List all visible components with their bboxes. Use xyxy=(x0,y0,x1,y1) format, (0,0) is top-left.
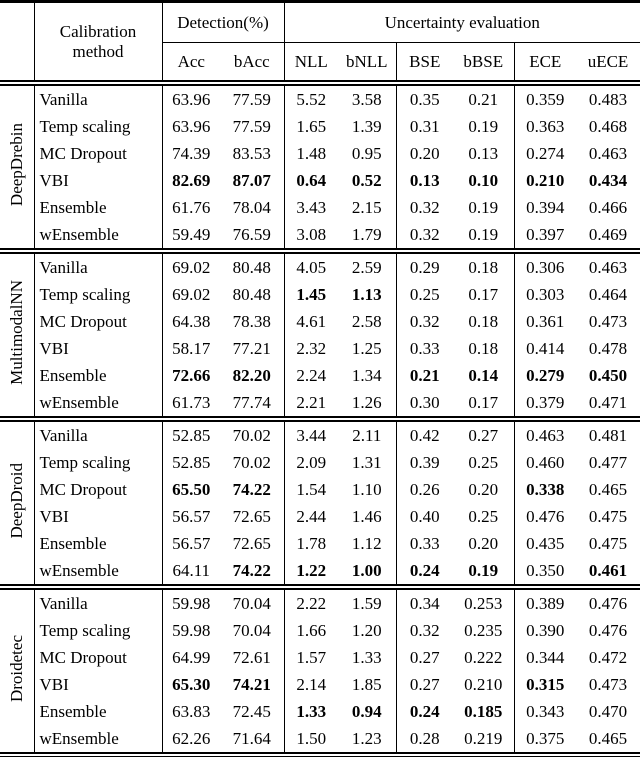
value-cell: 0.29 xyxy=(409,257,440,277)
value-cell: 0.17 xyxy=(453,281,514,308)
value-cell: 1.00 xyxy=(338,557,396,587)
value-cell: 3.58 xyxy=(338,83,396,113)
value-cell: 0.303 xyxy=(526,284,565,304)
col-header-uece: uECE xyxy=(587,51,629,71)
value-cell: 0.473 xyxy=(588,311,628,331)
col-header-ece: ECE xyxy=(529,51,562,71)
group-label xyxy=(0,587,34,755)
value-cell: 0.253 xyxy=(453,587,514,617)
value-cell: 0.476 xyxy=(588,620,628,640)
col-group-header-detection: Detection(%) xyxy=(162,2,284,43)
value-cell: 0.26 xyxy=(409,479,440,499)
value-cell: 1.54 xyxy=(296,479,327,499)
method-cell: MC Dropout xyxy=(34,476,162,503)
value-cell: 70.02 xyxy=(220,449,284,476)
value-cell: 1.20 xyxy=(338,617,396,644)
value-cell: 0.94 xyxy=(338,698,396,725)
value-cell: 1.85 xyxy=(338,671,396,698)
value-cell: 65.50 xyxy=(172,479,211,499)
value-cell: 0.14 xyxy=(453,362,514,389)
value-cell: 58.17 xyxy=(172,338,211,358)
value-cell: 0.25 xyxy=(409,284,440,304)
method-cell: Ensemble xyxy=(34,194,162,221)
value-cell: 0.19 xyxy=(453,113,514,140)
value-cell: 59.98 xyxy=(172,593,211,613)
method-cell: Vanilla xyxy=(34,83,162,113)
model-group-droidetec xyxy=(0,587,640,755)
value-cell: 72.45 xyxy=(220,698,284,725)
value-cell: 0.95 xyxy=(338,140,396,167)
table-row xyxy=(0,113,640,140)
value-cell: 0.476 xyxy=(588,593,628,613)
value-cell: 61.73 xyxy=(172,392,211,412)
method-cell: Vanilla xyxy=(34,251,162,281)
value-cell: 0.33 xyxy=(409,338,440,358)
value-cell: 0.470 xyxy=(588,701,628,721)
value-cell: 56.57 xyxy=(172,533,211,553)
value-cell: 64.99 xyxy=(172,647,211,667)
col-header-bnll: bNLL xyxy=(338,43,396,84)
value-cell: 0.315 xyxy=(526,674,565,694)
value-cell: 1.34 xyxy=(338,362,396,389)
value-cell: 1.33 xyxy=(296,701,327,721)
value-cell: 0.338 xyxy=(526,479,565,499)
value-cell: 74.22 xyxy=(220,557,284,587)
value-cell: 2.58 xyxy=(338,308,396,335)
value-cell: 3.08 xyxy=(296,224,327,244)
table-row xyxy=(0,83,640,113)
value-cell: 2.44 xyxy=(296,506,327,526)
value-cell: 1.26 xyxy=(338,389,396,419)
value-cell: 0.483 xyxy=(588,89,628,109)
value-cell: 83.53 xyxy=(220,140,284,167)
value-cell: 0.28 xyxy=(409,728,440,748)
value-cell: 0.463 xyxy=(526,425,565,445)
table-row xyxy=(0,503,640,530)
col-header-bacc: bAcc xyxy=(220,43,284,84)
value-cell: 0.18 xyxy=(453,335,514,362)
value-cell: 2.14 xyxy=(296,674,327,694)
table-row xyxy=(0,251,640,281)
value-cell: 3.43 xyxy=(296,197,327,217)
group-label-text: DeepDroid xyxy=(6,462,26,539)
value-cell: 1.33 xyxy=(338,644,396,671)
value-cell: 0.343 xyxy=(526,701,565,721)
table-row xyxy=(0,617,640,644)
value-cell: 0.460 xyxy=(526,452,565,472)
value-cell: 0.25 xyxy=(453,503,514,530)
value-cell: 0.379 xyxy=(526,392,565,412)
value-cell: 2.21 xyxy=(296,392,327,412)
table-row xyxy=(0,644,640,671)
value-cell: 69.02 xyxy=(172,284,211,304)
method-cell: Vanilla xyxy=(34,587,162,617)
value-cell: 0.463 xyxy=(588,143,628,163)
value-cell: 0.274 xyxy=(526,143,565,163)
method-cell: wEnsemble xyxy=(34,557,162,587)
value-cell: 77.74 xyxy=(220,389,284,419)
value-cell: 0.463 xyxy=(588,257,628,277)
model-group-multimodalnn xyxy=(0,251,640,419)
value-cell: 1.45 xyxy=(296,284,327,304)
value-cell: 1.10 xyxy=(338,476,396,503)
value-cell: 1.25 xyxy=(338,335,396,362)
value-cell: 1.23 xyxy=(338,725,396,755)
table-row xyxy=(0,725,640,755)
col-group-header-uncertainty: Uncertainty evaluation xyxy=(284,2,640,43)
value-cell: 56.57 xyxy=(172,506,211,526)
value-cell: 76.59 xyxy=(220,221,284,251)
value-cell: 3.44 xyxy=(296,425,327,445)
value-cell: 63.83 xyxy=(172,701,211,721)
value-cell: 0.35 xyxy=(409,89,440,109)
value-cell: 63.96 xyxy=(172,89,211,109)
value-cell: 0.434 xyxy=(588,170,628,190)
value-cell: 0.389 xyxy=(526,593,565,613)
value-cell: 64.11 xyxy=(172,560,211,580)
value-cell: 87.07 xyxy=(220,167,284,194)
value-cell: 78.04 xyxy=(220,194,284,221)
value-cell: 80.48 xyxy=(220,281,284,308)
value-cell: 0.32 xyxy=(409,620,440,640)
table-row xyxy=(0,449,640,476)
value-cell: 77.21 xyxy=(220,335,284,362)
value-cell: 0.361 xyxy=(526,311,565,331)
table-header xyxy=(0,2,640,84)
value-cell: 72.65 xyxy=(220,503,284,530)
value-cell: 78.38 xyxy=(220,308,284,335)
value-cell: 2.22 xyxy=(296,593,327,613)
value-cell: 0.359 xyxy=(526,89,565,109)
value-cell: 0.476 xyxy=(526,506,565,526)
value-cell: 1.79 xyxy=(338,221,396,251)
value-cell: 0.21 xyxy=(453,83,514,113)
value-cell: 82.69 xyxy=(172,170,211,190)
value-cell: 0.472 xyxy=(588,647,628,667)
value-cell: 0.20 xyxy=(453,530,514,557)
value-cell: 74.22 xyxy=(220,476,284,503)
value-cell: 0.18 xyxy=(453,251,514,281)
method-cell: VBI xyxy=(34,503,162,530)
method-cell: Temp scaling xyxy=(34,281,162,308)
value-cell: 0.34 xyxy=(409,593,440,613)
value-cell: 0.363 xyxy=(526,116,565,136)
value-cell: 0.375 xyxy=(526,728,565,748)
value-cell: 0.52 xyxy=(338,167,396,194)
value-cell: 82.20 xyxy=(220,362,284,389)
col-header-nll: NLL xyxy=(294,51,328,71)
value-cell: 4.61 xyxy=(296,311,327,331)
table-row xyxy=(0,419,640,449)
group-label xyxy=(0,83,34,251)
value-cell: 1.66 xyxy=(296,620,327,640)
value-cell: 1.65 xyxy=(296,116,327,136)
method-cell: wEnsemble xyxy=(34,221,162,251)
value-cell: 70.04 xyxy=(220,617,284,644)
value-cell: 63.96 xyxy=(172,116,211,136)
value-cell: 2.11 xyxy=(338,419,396,449)
table-row xyxy=(0,362,640,389)
value-cell: 0.210 xyxy=(453,671,514,698)
col-header-calibration-method: Calibration method xyxy=(34,2,162,84)
value-cell: 0.27 xyxy=(409,647,440,667)
value-cell: 0.13 xyxy=(453,140,514,167)
value-cell: 71.64 xyxy=(220,725,284,755)
method-cell: VBI xyxy=(34,671,162,698)
value-cell: 77.59 xyxy=(220,113,284,140)
value-cell: 0.20 xyxy=(453,476,514,503)
value-cell: 0.475 xyxy=(588,533,628,553)
table-row xyxy=(0,194,640,221)
value-cell: 59.49 xyxy=(172,224,211,244)
value-cell: 2.15 xyxy=(338,194,396,221)
value-cell: 1.78 xyxy=(296,533,327,553)
value-cell: 0.390 xyxy=(526,620,565,640)
value-cell: 69.02 xyxy=(172,257,211,277)
value-cell: 2.32 xyxy=(296,338,327,358)
value-cell: 0.414 xyxy=(526,338,565,358)
value-cell: 0.19 xyxy=(453,557,514,587)
value-cell: 0.475 xyxy=(588,506,628,526)
table-row xyxy=(0,140,640,167)
value-cell: 1.12 xyxy=(338,530,396,557)
method-cell: Temp scaling xyxy=(34,449,162,476)
value-cell: 0.21 xyxy=(409,365,440,385)
value-cell: 0.19 xyxy=(453,221,514,251)
value-cell: 0.222 xyxy=(453,644,514,671)
value-cell: 0.397 xyxy=(526,224,565,244)
value-cell: 0.185 xyxy=(453,698,514,725)
group-label-text: DeepDrebin xyxy=(6,122,26,207)
value-cell: 1.59 xyxy=(338,587,396,617)
value-cell: 70.02 xyxy=(220,419,284,449)
value-cell: 0.481 xyxy=(588,425,628,445)
value-cell: 62.26 xyxy=(172,728,211,748)
value-cell: 52.85 xyxy=(172,425,211,445)
value-cell: 0.473 xyxy=(588,674,628,694)
group-label xyxy=(0,251,34,419)
value-cell: 0.27 xyxy=(453,419,514,449)
table-row xyxy=(0,389,640,419)
value-cell: 0.27 xyxy=(409,674,440,694)
table-row xyxy=(0,335,640,362)
value-cell: 0.13 xyxy=(409,170,440,190)
method-cell: MC Dropout xyxy=(34,308,162,335)
value-cell: 2.09 xyxy=(296,452,327,472)
value-cell: 0.32 xyxy=(409,197,440,217)
value-cell: 0.42 xyxy=(409,425,440,445)
value-cell: 0.30 xyxy=(409,392,440,412)
col-header-bse: BSE xyxy=(409,51,441,71)
value-cell: 0.465 xyxy=(588,479,628,499)
value-cell: 1.13 xyxy=(338,281,396,308)
method-cell: Ensemble xyxy=(34,362,162,389)
value-cell: 5.52 xyxy=(296,89,327,109)
method-cell: MC Dropout xyxy=(34,644,162,671)
value-cell: 64.38 xyxy=(172,311,211,331)
value-cell: 59.98 xyxy=(172,620,211,640)
value-cell: 0.219 xyxy=(453,725,514,755)
value-cell: 72.61 xyxy=(220,644,284,671)
value-cell: 4.05 xyxy=(296,257,327,277)
method-cell: VBI xyxy=(34,335,162,362)
table-row xyxy=(0,221,640,251)
value-cell: 2.59 xyxy=(338,251,396,281)
value-cell: 1.46 xyxy=(338,503,396,530)
value-cell: 0.464 xyxy=(588,284,628,304)
value-cell: 0.31 xyxy=(409,116,440,136)
value-cell: 0.20 xyxy=(409,143,440,163)
value-cell: 61.76 xyxy=(172,197,211,217)
value-cell: 1.57 xyxy=(296,647,327,667)
table-row xyxy=(0,698,640,725)
value-cell: 0.478 xyxy=(588,338,628,358)
value-cell: 2.24 xyxy=(296,365,327,385)
value-cell: 70.04 xyxy=(220,587,284,617)
value-cell: 1.50 xyxy=(296,728,327,748)
table-row xyxy=(0,530,640,557)
table-row xyxy=(0,308,640,335)
method-cell: wEnsemble xyxy=(34,725,162,755)
method-cell: Temp scaling xyxy=(34,617,162,644)
corner-cell xyxy=(0,2,34,84)
value-cell: 0.469 xyxy=(588,224,628,244)
value-cell: 0.40 xyxy=(409,506,440,526)
value-cell: 80.48 xyxy=(220,251,284,281)
value-cell: 65.30 xyxy=(172,674,211,694)
value-cell: 0.210 xyxy=(526,170,565,190)
value-cell: 0.465 xyxy=(588,728,628,748)
value-cell: 0.471 xyxy=(588,392,628,412)
col-header-bbse: bBSE xyxy=(453,43,514,84)
value-cell: 1.39 xyxy=(338,113,396,140)
model-group-deepdrebin xyxy=(0,83,640,251)
value-cell: 0.32 xyxy=(409,224,440,244)
value-cell: 0.24 xyxy=(409,560,440,580)
model-group-deepdroid xyxy=(0,419,640,587)
value-cell: 1.22 xyxy=(296,560,327,580)
value-cell: 74.21 xyxy=(220,671,284,698)
table-row xyxy=(0,587,640,617)
table-row xyxy=(0,476,640,503)
value-cell: 0.477 xyxy=(588,452,628,472)
value-cell: 0.19 xyxy=(453,194,514,221)
value-cell: 0.18 xyxy=(453,308,514,335)
value-cell: 1.48 xyxy=(296,143,327,163)
value-cell: 0.306 xyxy=(526,257,565,277)
value-cell: 0.25 xyxy=(453,449,514,476)
value-cell: 0.279 xyxy=(526,365,565,385)
header-row-groups xyxy=(0,2,640,43)
value-cell: 77.59 xyxy=(220,83,284,113)
method-cell: MC Dropout xyxy=(34,140,162,167)
method-cell: wEnsemble xyxy=(34,389,162,419)
value-cell: 72.66 xyxy=(172,365,211,385)
method-cell: Vanilla xyxy=(34,419,162,449)
value-cell: 1.31 xyxy=(338,449,396,476)
table-row xyxy=(0,281,640,308)
table-row xyxy=(0,671,640,698)
value-cell: 0.344 xyxy=(526,647,565,667)
value-cell: 0.450 xyxy=(588,365,628,385)
value-cell: 74.39 xyxy=(172,143,211,163)
method-cell: Ensemble xyxy=(34,698,162,725)
value-cell: 0.394 xyxy=(526,197,565,217)
group-label-text: MultimodalNN xyxy=(6,280,26,385)
method-cell: Ensemble xyxy=(34,530,162,557)
value-cell: 0.32 xyxy=(409,311,440,331)
value-cell: 0.235 xyxy=(453,617,514,644)
value-cell: 0.17 xyxy=(453,389,514,419)
table-row xyxy=(0,167,640,194)
value-cell: 0.39 xyxy=(409,452,440,472)
value-cell: 0.10 xyxy=(453,167,514,194)
value-cell: 0.350 xyxy=(526,560,565,580)
value-cell: 0.468 xyxy=(588,116,628,136)
group-label xyxy=(0,419,34,587)
value-cell: 52.85 xyxy=(172,452,211,472)
value-cell: 72.65 xyxy=(220,530,284,557)
method-cell: VBI xyxy=(34,167,162,194)
table-row xyxy=(0,557,640,587)
method-cell: Temp scaling xyxy=(34,113,162,140)
value-cell: 0.466 xyxy=(588,197,628,217)
col-header-acc: Acc xyxy=(177,51,205,71)
value-cell: 0.24 xyxy=(409,701,440,721)
group-label-text: Droidetec xyxy=(6,634,26,703)
value-cell: 0.461 xyxy=(588,560,628,580)
value-cell: 0.435 xyxy=(526,533,565,553)
value-cell: 0.64 xyxy=(296,170,327,190)
value-cell: 0.33 xyxy=(409,533,440,553)
